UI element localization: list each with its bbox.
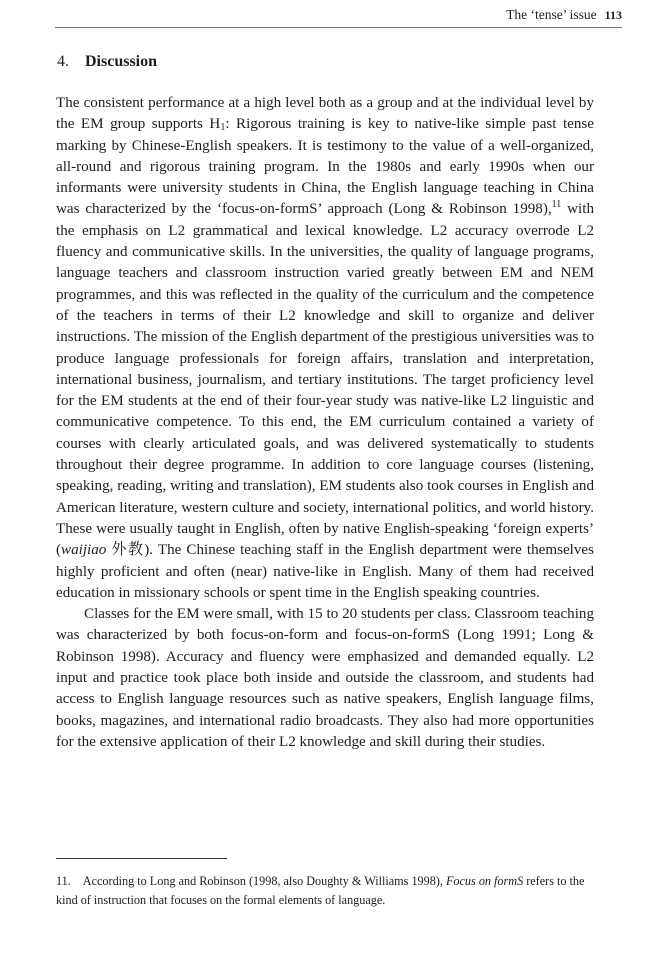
hypothesis-subscript: 1 — [220, 122, 226, 134]
footnote-reference[interactable]: 11 — [551, 199, 562, 211]
footnote — [56, 872, 596, 910]
footnote-number: 11. — [56, 874, 71, 888]
para1-text-a: The consistent performance at a high level both as a group and at the individual level by the EM group supports H — [56, 95, 594, 133]
para1-text-c: with the emphasis on L2 grammatical and lexical knowledge. L2 accuracy overrode L2 fluency and communicative skills. In the universities, the quality of language programs, language teachers and classroom instruction varied greatly between EM and NEM programmes, and this was reflected in the quality of the curriculum and the competence of the teachers in terms of their L2 knowledge and skill to organize and deliver instructions. The mission of the English department of the prestigious universities was to produce language professionals for foreign affairs, translation and interpretation, international business, journalism, and tertiary institutions. The target proficiency level for the EM students at the end of their four-year study was native-like L2 linguistic and communicative competence. To this end, the EM curriculum contained a variety of courses with clearly articulated goals, and was delivered systematically to students throughout their degree programme. In addition to core language courses (listening, speaking, reading, writing and translation), EM students also took courses in English and American literature, western culture and society, international politics, and world history. These were usually taught in English, often by native English-speaking ‘foreign experts’ ( — [56, 201, 594, 559]
paragraph-2: Classes for the EM were small, with 15 to 20 students per class. Classroom teaching was characterized by both focus-on-form and focus-on-formS (Long 1991; Long & Robinson 1998). Accuracy and fluency were emphasized and demanded equally. L2 input and practice took place both inside and outside the classroom, and students had access to English language resources such as native speakers, English language films, books, magazines, and international radio broadcasts. They also had more opportunities for the extensive application of their L2 knowledge and skill during their studies. — [56, 606, 594, 750]
running-head-title: The ‘tense’ issue — [506, 7, 597, 22]
para1-text-b: : Rigorous training is key to native-like simple past tense marking by Chinese-English speakers. It is testimony to the value of a well-organized, all-round and rigorous training program. In the 1980s and early 1990s when our informants were university students in China, the English language teaching in China was characterized by the ‘focus-on-formS’ approach (Long & Robinson 1998), — [56, 116, 594, 218]
para1-italic-term: waijiao — [61, 542, 107, 559]
footnote-italic-term: Focus on formS — [445, 874, 524, 888]
footnote-text-b: refers to the kind of instruction that focuses on the formal elements of language. — [56, 874, 585, 907]
running-head — [55, 5, 622, 28]
body-text — [56, 93, 594, 753]
para1-chinese-term: 外教 — [106, 542, 145, 559]
section-number: 4. — [57, 53, 69, 70]
footnote-text-a: According to Long and Robinson (1998, also Doughty & Williams 1998), — [82, 874, 446, 888]
section-title: Discussion — [85, 53, 158, 70]
page-number: 113 — [604, 8, 622, 22]
section-heading — [57, 51, 157, 73]
footnote-divider — [56, 858, 227, 859]
para1-text-d: ). The Chinese teaching staff in the English department were themselves highly proficient and often (near) native-like in English. Many of them had received education in missionary schools or spent time in the English speaking countries. — [56, 542, 594, 601]
paragraph-1 — [56, 93, 594, 604]
